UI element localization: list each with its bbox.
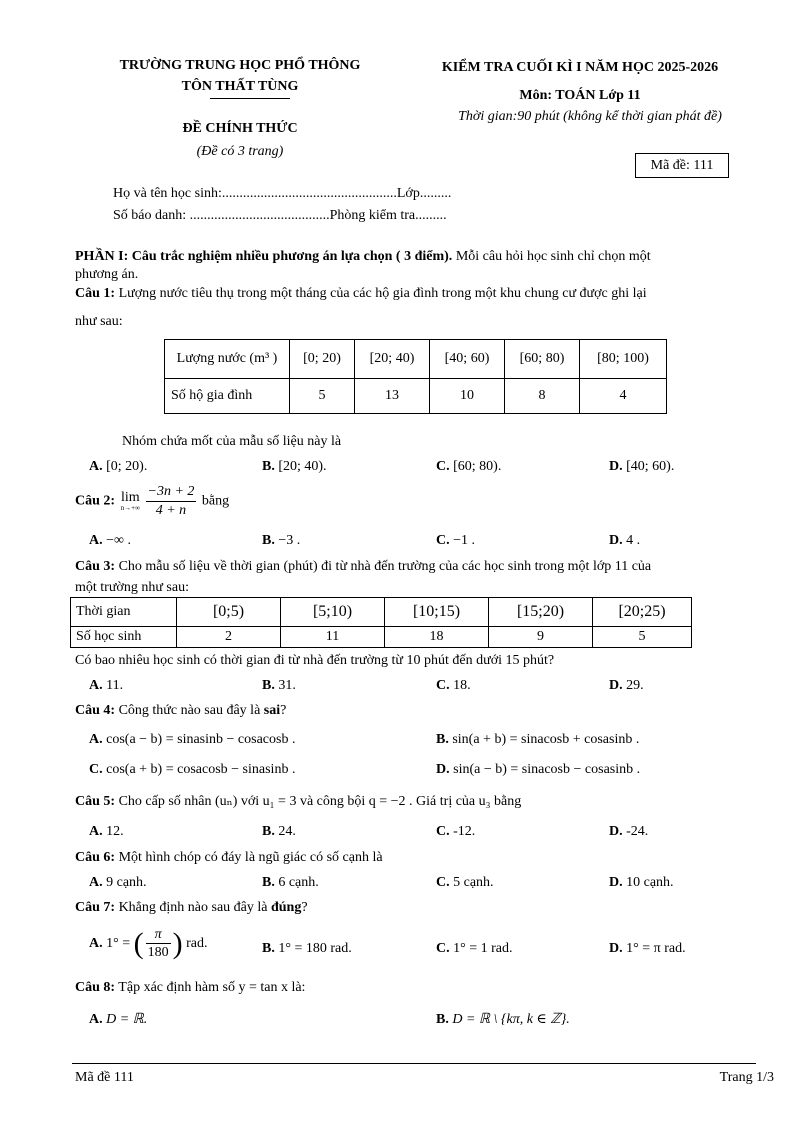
q1-table: [164, 339, 667, 414]
q3-option-a[interactable]: A. 11.: [89, 678, 124, 693]
q4-emph: sai: [263, 703, 281, 718]
table-cell: Số hộ gia đình: [165, 379, 290, 414]
part1-title: [75, 248, 651, 266]
table-cell: 2: [177, 627, 281, 648]
q7-option-a[interactable]: A. 1° = ( $\frac{\pi}{180}$ ) rad.: [89, 926, 208, 961]
q1-option-d[interactable]: D. [40; 60).: [609, 459, 675, 474]
table-cell: 4: [580, 379, 667, 414]
q3-option-d[interactable]: D. 29.: [609, 678, 644, 693]
q3-text-cont: một trường như sau:: [75, 580, 189, 595]
question-6: [75, 849, 383, 867]
q6-option-a[interactable]: A. 9 cạnh.: [89, 875, 147, 890]
q2-option-d[interactable]: D. 4 .: [609, 533, 641, 548]
table-cell: 9: [489, 627, 593, 648]
table-cell: 18: [385, 627, 489, 648]
table-cell: [20;25): [593, 598, 692, 627]
q2-option-b[interactable]: B. −3 .: [262, 533, 301, 548]
q5-option-c[interactable]: C. -12.: [436, 824, 476, 839]
q3-text: Cho mẫu số liệu về thời gian (phút) đi từ nhà đến trường của các học sinh trong một lớp 11 của: [115, 559, 652, 574]
q3-label: Câu 3:: [75, 559, 116, 574]
footer-divider: [72, 1063, 756, 1064]
q1-label: Câu 1:: [75, 286, 116, 301]
q8-label: Câu 8:: [75, 980, 116, 995]
q1-option-c[interactable]: C. [60; 80).: [436, 459, 502, 474]
school-underline: [210, 98, 290, 99]
q1-option-b[interactable]: B. [20; 40).: [262, 459, 327, 474]
question-7: Câu 7: Khẳng định nào sau đây là đúng?: [75, 900, 308, 915]
q4-option-d[interactable]: D. sin(a − b) = sinacosb − cosasinb .: [436, 762, 641, 777]
school-name-line2: TÔN THẤT TÙNG: [181, 79, 299, 94]
part1-title-cont: phương án.: [75, 267, 139, 282]
q3-option-b[interactable]: B. 31.: [262, 678, 296, 693]
page-count-note: (Đề có 3 trang): [196, 144, 284, 159]
q8-text: Tập xác định hàm số y = tan x là:: [115, 980, 306, 995]
q2-limit: lim n→+∞: [120, 489, 141, 512]
q7-option-c[interactable]: C. 1° = 1 rad.: [436, 941, 513, 956]
q6-text: Một hình chóp có đáy là ngũ giác có số cạnh là: [115, 850, 383, 865]
question-3: [75, 558, 651, 576]
q7-text: Khẳng định nào sau đây là: [115, 900, 271, 915]
exam-title: KIỂM TRA CUỐI KÌ I NĂM HỌC 2025-2026: [441, 60, 719, 75]
q8-option-b[interactable]: B. D = ℝ \ {kπ, k ∈ ℤ}.: [436, 1012, 570, 1027]
q5-text: Cho cấp số nhân (uₙ) với u₁ = 3 và công bội q = −2 . Giá trị của u₃ bằng: [115, 794, 522, 809]
q7-emph: đúng: [270, 900, 302, 915]
exam-code-box: Mã đề: 111: [635, 153, 729, 178]
table-cell: 5: [593, 627, 692, 648]
q3-option-c[interactable]: C. 18.: [436, 678, 471, 693]
question-2: [75, 483, 229, 519]
table-cell: Số học sinh: [71, 627, 177, 648]
q2-fraction: $\frac{-3n + 2}{4 + n}$: [147, 484, 195, 518]
q1-option-a[interactable]: A. [0; 20).: [89, 459, 148, 474]
table-row: [71, 598, 692, 627]
table-cell: [5;10): [281, 598, 385, 627]
table-cell: [80; 100): [580, 340, 667, 379]
table-row: [165, 340, 667, 379]
table-cell: [0; 20): [290, 340, 355, 379]
q6-option-b[interactable]: B. 6 cạnh.: [262, 875, 319, 890]
q7-option-d[interactable]: D. 1° = π rad.: [609, 941, 686, 956]
q5-option-b[interactable]: B. 24.: [262, 824, 296, 839]
table-cell: [15;20): [489, 598, 593, 627]
student-name-line: Họ và tên học sinh:..................................................Lớp.........: [113, 186, 452, 201]
table-cell: [20; 40): [355, 340, 430, 379]
q1-prompt: Nhóm chứa mốt của mẫu số liệu này là: [122, 434, 342, 449]
q6-label: Câu 6:: [75, 850, 116, 865]
question-8: [75, 979, 305, 997]
table-cell: 5: [290, 379, 355, 414]
time-note: Thời gian:90 phút (không kể thời gian phát đề): [458, 109, 722, 124]
q7-label: Câu 7:: [75, 900, 116, 915]
part1-title-bold: PHẦN I: Câu trắc nghiệm nhiều phương án lựa chọn ( 3 điểm).: [75, 249, 453, 264]
question-1: [75, 285, 647, 303]
student-id-line: Số báo danh: ........................................Phòng kiểm tra.........: [113, 208, 447, 223]
q4-option-a[interactable]: A. cos(a − b) = sinasinb − cosacosb .: [89, 732, 296, 747]
q2-label: Câu 2:: [75, 493, 116, 509]
q8-option-a[interactable]: A. D = ℝ.: [89, 1012, 148, 1027]
question-4: Câu 4: Công thức nào sau đây là sai?: [75, 703, 287, 718]
table-cell: Thời gian: [71, 598, 177, 627]
table-cell: [0;5): [177, 598, 281, 627]
q6-option-d[interactable]: D. 10 cạnh.: [609, 875, 674, 890]
part1-title-rest: Mỗi câu hỏi học sinh chỉ chọn một: [452, 249, 651, 264]
q4-option-c[interactable]: C. cos(a + b) = cosacosb − sinasinb .: [89, 762, 296, 777]
q3-table: [70, 597, 692, 648]
table-cell: 8: [505, 379, 580, 414]
table-cell: [40; 60): [430, 340, 505, 379]
school-name-line1: TRƯỜNG TRUNG HỌC PHỔ THÔNG: [119, 58, 361, 73]
q2-option-a[interactable]: A. −∞ .: [89, 533, 132, 548]
footer-exam-code: Mã đề 111: [75, 1070, 134, 1085]
q5-option-a[interactable]: A. 12.: [89, 824, 124, 839]
question-5: [75, 793, 521, 811]
table-row: [165, 379, 667, 414]
q1-text-cont: như sau:: [75, 314, 123, 329]
q2-tail: bằng: [201, 493, 230, 509]
table-cell: 11: [281, 627, 385, 648]
table-cell: Lượng nước (m³ ): [165, 340, 290, 379]
q5-label: Câu 5:: [75, 794, 116, 809]
q7-option-b[interactable]: B. 1° = 180 rad.: [262, 941, 352, 956]
q4-option-b[interactable]: B. sin(a + b) = sinacosb + cosasinb .: [436, 732, 640, 747]
q3-prompt: Có bao nhiêu học sinh có thời gian đi từ nhà đến trường từ 10 phút đến dưới 15 phút?: [75, 653, 555, 668]
q7-fraction: $\frac{\pi}{180}$: [147, 926, 169, 961]
table-cell: 13: [355, 379, 430, 414]
table-row: [71, 627, 692, 648]
q1-text: Lượng nước tiêu thụ trong một tháng của các hộ gia đình trong một khu chung cư được ghi lại: [115, 286, 647, 301]
q5-option-d[interactable]: D. -24.: [609, 824, 649, 839]
q2-option-c[interactable]: C. −1 .: [436, 533, 476, 548]
table-cell: 10: [430, 379, 505, 414]
q4-text: Công thức nào sau đây là: [115, 703, 264, 718]
table-cell: [60; 80): [505, 340, 580, 379]
subject-grade: Môn: TOÁN Lớp 11: [519, 88, 641, 103]
footer-page-number: Trang 1/3: [719, 1070, 774, 1085]
table-cell: [10;15): [385, 598, 489, 627]
official-label: ĐỀ CHÍNH THỨC: [182, 121, 298, 136]
q6-option-c[interactable]: C. 5 cạnh.: [436, 875, 494, 890]
q4-label: Câu 4:: [75, 703, 116, 718]
